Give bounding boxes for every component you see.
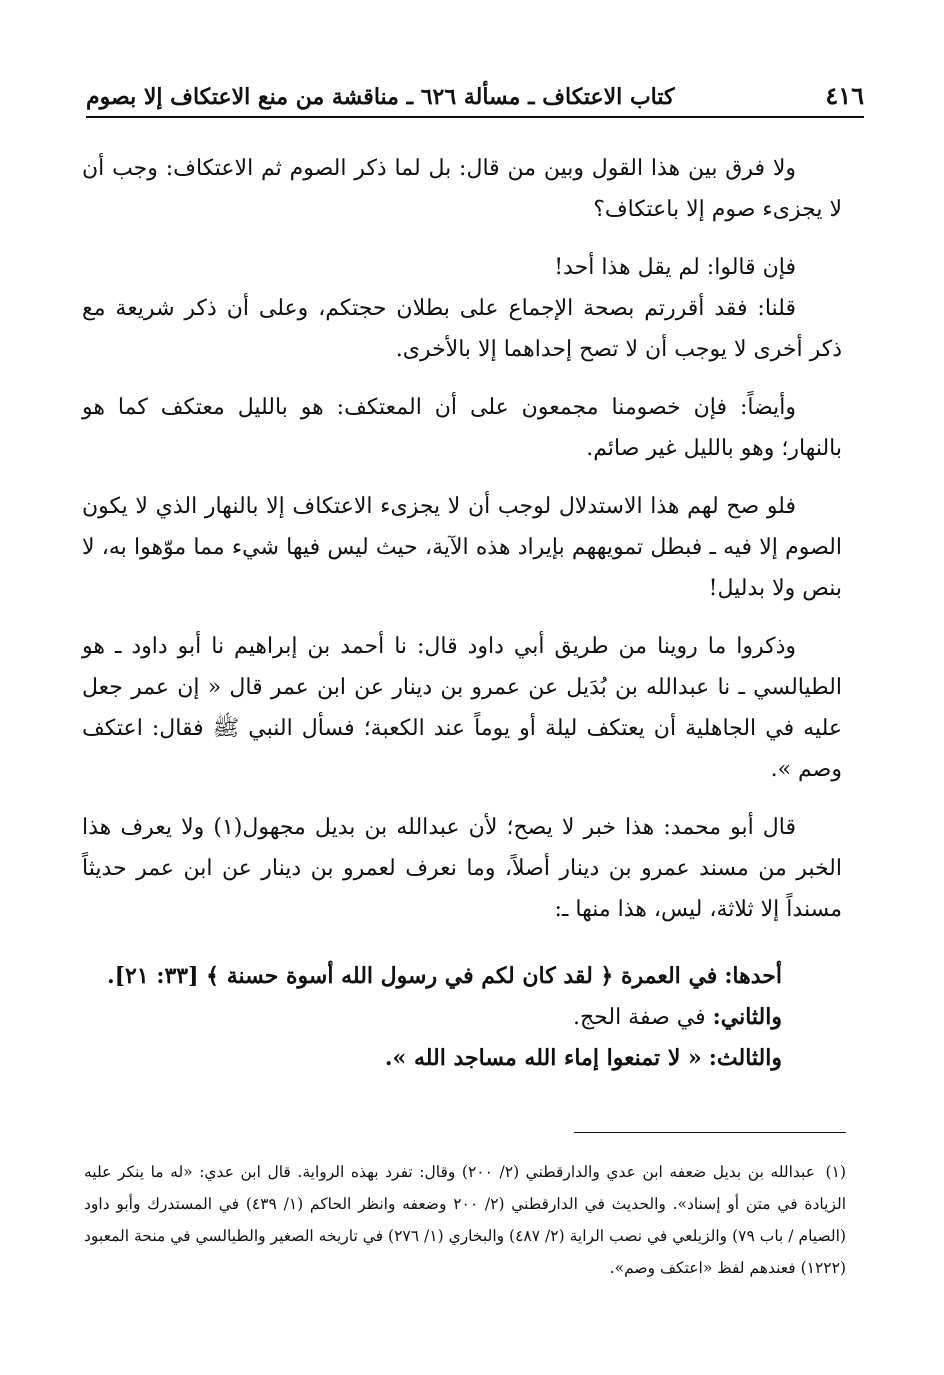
main-text — [82, 148, 842, 1079]
footnote-separator — [574, 1132, 846, 1133]
footnote — [84, 1156, 846, 1284]
paragraph: فإن قالوا: لم يقل هذا أحد! — [554, 255, 796, 280]
hadith-list — [82, 956, 782, 1079]
paragraph: قال أبو محمد: هذا خبر لا يصح؛ لأن عبدالله بن بديل مجهول(١) ولا يعرف هذا الخبر من مسند عمرو بن دينار أصلاً، وما نعرف لعمرو بن دينار عن ابن عمر حديثاً مسنداً إلا ثلاثة، ليس، هذا منها ـ: — [82, 815, 842, 922]
paragraph: ولا فرق بين هذا القول وبين من قال: بل لما ذكر الصوم ثم الاعتكاف: وجب أن لا يجزىء صوم إلا باعتكاف؟ — [82, 156, 842, 222]
list-item — [82, 956, 782, 997]
list-item-label: والثاني: — [712, 1004, 782, 1030]
list-item-text: « لا تمنعوا إماء الله مساجد الله ». — [384, 1045, 702, 1071]
page-number: ٤١٦ — [825, 81, 864, 110]
list-item-label: والثالث: — [708, 1045, 782, 1071]
list-item — [82, 997, 782, 1038]
list-item-text: في صفة الحج. — [572, 1005, 706, 1030]
paragraph: قلنا: فقد أقررتم بصحة الإجماع على بطلان حجتكم، وعلى أن ذكر شريعة مع ذكر أخرى لا يوجب أن لا تصح إحداهما إلا بالأخرى. — [82, 296, 842, 362]
footnote-text: عبدالله بن بديل ضعفه ابن عدي والدارقطني (٢/ ٢٠٠) وقال: تفرد بهذه الرواية. قال ابن عدي: «له ما ينكر عليه الزيادة في متن أو إسناد». والحديث في الدارقطني (٢/ ٢٠٠ وضعفه وانظر الحاكم (١/ ٤٣٩) في المستدرك وأبو داود (الصيام / باب ٧٩) والزيلعي في نصب الراية (٢/ ٤٨٧) والبخاري (١/ ٢٧٦) في تاريخه الصغير والطيالسي في منحة المعبود (١٢٢٢) فعندهم لفظ «اعتكف وصم». — [84, 1163, 847, 1277]
paragraph: وذكروا ما روينا من طريق أبي داود قال: نا أحمد بن إبراهيم نا أبو داود ـ هو الطيالسي ـ نا عبدالله بن بُدَيل عن عمرو بن دينار عن ابن عمر قال « إن عمر جعل عليه في الجاهلية أن يعتكف ليلة أو يوماً عند الكعبة؛ فسأل النبي ﷺ فقال: اعتكف وصم ». — [82, 634, 842, 782]
list-item-text: في العمرة ﴿ لقد كان لكم في رسول الله أسوة حسنة ﴾ [٣٣: ٢١]. — [106, 963, 718, 989]
page-header — [86, 74, 864, 118]
paragraph: فلو صح لهم هذا الاستدلال لوجب أن لا يجزىء الاعتكاف إلا بالنهار الذي لا يكون الصوم إلا فيه ـ فبطل تمويههم بإيراد هذه الآية، حيث ليس فيها شيء مما موّهوا به، لا بنص ولا بدليل! — [82, 494, 842, 601]
footnote-mark: (١) — [825, 1163, 846, 1181]
list-item — [82, 1038, 782, 1079]
list-item-label: أحدها: — [724, 963, 782, 989]
running-title: كتاب الاعتكاف ـ مسألة ٦٢٦ ـ مناقشة من منع الاعتكاف إلا بصوم — [86, 84, 675, 110]
paragraph: وأيضاً: فإن خصومنا مجمعون على أن المعتكف: هو بالليل معتكف كما هو بالنهار؛ وهو بالليل غير صائم. — [82, 395, 842, 461]
